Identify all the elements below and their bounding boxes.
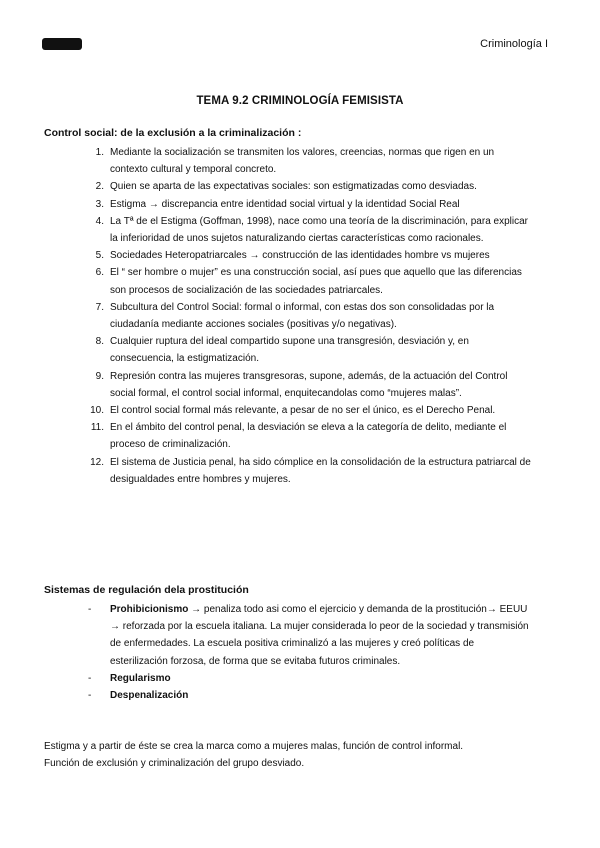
redacted-block bbox=[42, 38, 82, 50]
list-item bbox=[84, 402, 534, 419]
list-number: 2. bbox=[95, 181, 104, 193]
list-text: El “ ser hombre o mujer” es una construcción social, así pues que aquello que las diferencias son procesos de socialización de las sociedades patriarcales. bbox=[110, 267, 522, 296]
term-prohibicionismo: Prohibicionismo bbox=[110, 604, 189, 615]
term-despenalizacion: Despenalización bbox=[110, 690, 189, 702]
closing-line: Función de exclusión y criminalización del grupo desviado. bbox=[44, 758, 305, 770]
closing-line: Estigma y a partir de éste se crea la marca como a mujeres malas, función de control informal. bbox=[44, 741, 464, 752]
list-number: 1. bbox=[95, 147, 104, 158]
list-item bbox=[84, 299, 534, 333]
list-number: 5. bbox=[95, 250, 104, 262]
course-header: Criminología I bbox=[480, 38, 548, 50]
list-item bbox=[84, 247, 534, 264]
dash-list bbox=[84, 601, 534, 704]
list-text: El control social formal más relevante, a pesar de no ser el único, es el Derecho Penal. bbox=[110, 405, 496, 417]
list-item bbox=[84, 670, 534, 687]
list-item bbox=[84, 454, 534, 488]
list-text: Sociedades Heteropatriarcales → construcción de las identidades hombre vs mujeres bbox=[110, 250, 490, 262]
list-number: 7. bbox=[95, 301, 104, 313]
list-text: Represión contra las mujeres transgresoras, supone, además, de la actuación del Control social formal, el control social informal, enquitecandolas como “mujeres malas”. bbox=[110, 370, 508, 399]
list-dash: - bbox=[88, 690, 92, 702]
section-heading-control-social: Control social: de la exclusión a la criminalización : bbox=[44, 127, 302, 139]
list-dash: - bbox=[88, 604, 92, 615]
list-number: 10. bbox=[90, 405, 104, 417]
list-item bbox=[84, 419, 534, 453]
list-number: 8. bbox=[95, 336, 104, 348]
list-number: 9. bbox=[95, 370, 104, 382]
closing-paragraph bbox=[44, 738, 544, 772]
list-item bbox=[84, 687, 534, 704]
list-item bbox=[84, 213, 534, 247]
list-item bbox=[84, 196, 534, 213]
section-heading-prostitution: Sistemas de regulación dela prostitución bbox=[44, 584, 249, 596]
list-dash: - bbox=[88, 672, 92, 684]
list-text: Mediante la socialización se transmiten los valores, creencias, normas que rigen en un contexto cultural y temporal concreto. bbox=[110, 147, 495, 176]
list-number: 3. bbox=[95, 198, 104, 210]
term-regularismo: Regularismo bbox=[110, 672, 171, 684]
list-number: 11. bbox=[90, 422, 104, 434]
list-item bbox=[84, 264, 534, 298]
list-item bbox=[84, 144, 534, 178]
list-item bbox=[84, 368, 534, 402]
page-title: TEMA 9.2 CRIMINOLOGÍA FEMISISTA bbox=[196, 95, 404, 107]
list-text: Quien se aparta de las expectativas sociales: son estigmatizadas como desviadas. bbox=[110, 181, 477, 193]
list-text: Estigma → discrepancia entre identidad social virtual y la identidad Social Real bbox=[110, 198, 460, 210]
list-item bbox=[84, 333, 534, 367]
list-text: → penaliza todo asi como el ejercicio y demanda de la prostitución→ EEUU → reforzada por la escuela italiana. La mujer considerada lo peor de la sociedad y transmisión de enfermedades. La escuela positiva criminalizó a las mujeres y creó políticas de esterilización forzosa, de forma que se evitaba futuros criminales. bbox=[110, 604, 529, 667]
list-number: 12. bbox=[90, 456, 104, 468]
list-text: Subcultura del Control Social: formal o informal, con estas dos son consolidadas por la ciudadanía mediante acciones sociales (positivas y/o negativas). bbox=[110, 301, 495, 331]
list-text: En el ámbito del control penal, la desviación se eleva a la categoría de delito, mediante el proceso de criminalización. bbox=[110, 422, 507, 451]
list-number: 6. bbox=[95, 267, 104, 279]
list-text: El sistema de Justicia penal, ha sido cómplice en la consolidación de la estructura patriarcal de desigualdades entre hombres y mujeres. bbox=[110, 456, 531, 485]
numbered-list bbox=[84, 144, 534, 488]
list-number: 4. bbox=[95, 215, 104, 227]
list-item bbox=[84, 178, 534, 195]
list-text: Cualquier ruptura del ideal compartido supone una transgresión, desviación y, en consecuencia, la estigmatización. bbox=[110, 336, 469, 365]
list-text: La Tª de el Estigma (Goffman, 1998), nace como una teoría de la discriminación, para explicar la inferioridad de unos sujetos naturalizando ciertas características como racionales. bbox=[110, 215, 528, 245]
list-item bbox=[84, 601, 534, 670]
